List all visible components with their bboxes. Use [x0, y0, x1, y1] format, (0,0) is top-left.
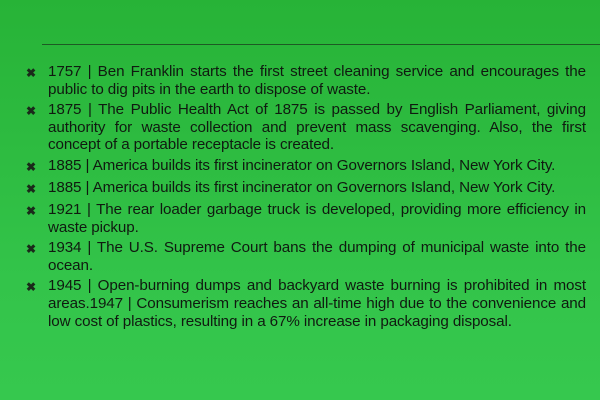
cross-bullet-icon: ✖ — [26, 104, 37, 119]
list-item — [26, 63, 586, 98]
cross-bullet-icon: ✖ — [26, 181, 37, 196]
top-divider — [42, 44, 600, 45]
timeline-entry-text: 1885 | America builds its first incinerator on Governors Island, New York City. — [48, 156, 556, 174]
list-item — [26, 239, 586, 274]
list-item — [26, 101, 586, 154]
cross-bullet-icon: ✖ — [26, 242, 37, 257]
list-item — [26, 201, 586, 236]
cross-bullet-icon: ✖ — [26, 203, 37, 218]
timeline-list — [26, 63, 586, 333]
timeline-entry-text: 1945 | Open-burning dumps and backyard waste burning is prohibited in most areas.1947 | Consumerism reaches an all-time high due to the convenience and low cost of plastics, resulting in a 67% increase in packaging disposal. — [48, 277, 586, 330]
cross-bullet-icon: ✖ — [26, 66, 37, 80]
timeline-entry-text: 1875 | The Public Health Act of 1875 is passed by English Parliament, giving authority for waste collection and prevent mass scavenging. Also, the first concept of a portable receptacle is created. — [48, 101, 586, 154]
list-item — [26, 277, 586, 330]
cross-bullet-icon: ✖ — [26, 159, 37, 174]
timeline-entry-text: 1885 | America builds its first incinerator on Governors Island, New York City. — [48, 178, 556, 196]
timeline-entry-text: 1934 | The U.S. Supreme Court bans the dumping of municipal waste into the ocean. — [48, 239, 586, 274]
cross-bullet-icon: ✖ — [26, 280, 37, 295]
timeline-entry-text: 1757 | Ben Franklin starts the first street cleaning service and encourages the public to dig pits in the earth to dispose of waste. — [48, 63, 586, 98]
timeline-entry-text: 1921 | The rear loader garbage truck is developed, providing more efficiency in waste pickup. — [48, 200, 586, 236]
list-item — [26, 157, 586, 176]
list-item — [26, 179, 586, 198]
